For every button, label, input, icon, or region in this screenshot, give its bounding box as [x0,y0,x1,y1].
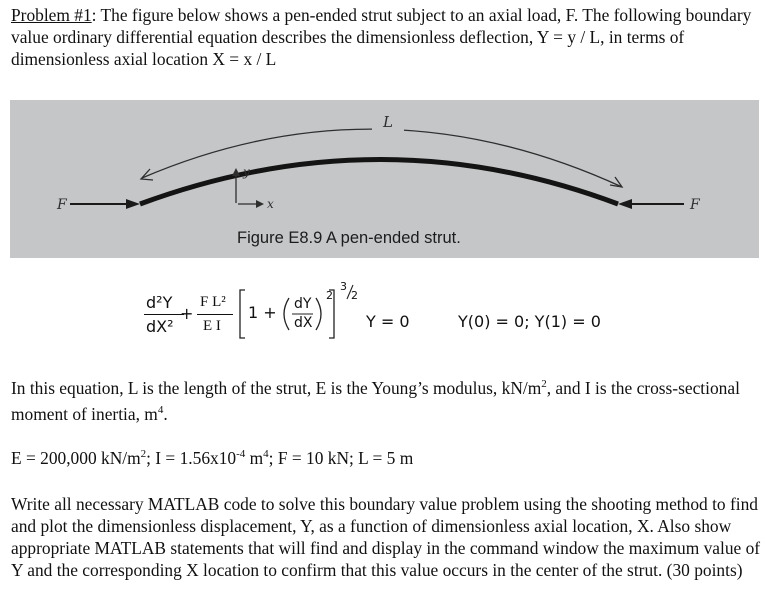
sup-2: 2 [541,378,547,390]
eq-exp-2: 2 [326,289,333,302]
val-a: E = 200,000 kN/m [11,447,141,468]
val-sup-2: 2 [140,448,147,460]
x-axis-arrowhead [256,200,264,208]
sup-4: 4 [157,403,164,416]
strut-beam [140,160,618,205]
boundary-conditions: Y(0) = 0; Y(1) = 0 [458,312,601,331]
right-paren [316,298,321,330]
force-arrowhead-right [618,199,632,209]
problem-text: : The figure below shows a pen-ended strut subject to an axial load, F. The following boundary value ordinary differential equation describes the dimensionless deflection, Y = y / L, in terms of dimensionless axial location X = x / L [11,5,752,69]
fraction-bar-1 [144,314,184,315]
def-text-c: . [163,403,168,424]
eq-one-plus: 1 + [248,303,277,322]
eq-dx2: dX² [146,317,174,336]
eq-fl2: F L² [200,294,226,310]
def-text-b: , and I is the cross-sectional moment of inertia, m [11,377,740,424]
val-sup-4: 4 [263,448,269,460]
x-axis-label: x [267,197,274,211]
val-sup-neg4: -4 [236,448,246,460]
eq-plus: + [180,304,194,323]
problem-statement [11,4,761,70]
val-c: m [245,447,264,468]
val-d: ; F = 10 kN; L = 5 m [268,447,414,468]
eq-equals-zero: Y = 0 [366,312,410,331]
parameter-values [11,443,761,469]
y-axis-label: y [243,165,250,179]
left-bracket [240,290,245,338]
fraction-bar-2 [197,314,233,315]
variable-definitions [11,373,761,425]
eq-exp-den: 2 [351,289,358,302]
left-paren [284,298,289,330]
force-label-left: F [57,197,67,213]
eq-dx: dX [294,315,313,331]
def-text-a: In this equation, L is the length of the strut, E is the Young’s modulus, kN/m [11,377,542,398]
y-axis-arrowhead [232,168,240,176]
eq-exp-num: 3 [340,280,347,293]
strut-figure [10,100,759,258]
figure-caption: Figure E8.9 A pen-ended strut. [237,229,461,247]
eq-dy: dY [294,296,312,312]
val-b: ; I = 1.56x10 [146,447,237,468]
problem-label: Problem #1 [11,5,92,25]
eq-ei: E I [203,318,221,334]
force-arrowhead-left [126,199,140,209]
length-label: L [383,113,393,131]
eq-d2y: d²Y [146,293,173,312]
task-statement: Write all necessary MATLAB code to solve this boundary value problem using the shooting method to find and plot the dimensionless displacement, Y, as a function of dimensionless axial location, X. Also show appropriate MATLAB statements that will find and display in the command window the maximum value of Y and the corresponding X location to confirm that this value occurs in the center of the strut. (30 points) [11,494,761,580]
force-label-right: F [690,197,700,213]
